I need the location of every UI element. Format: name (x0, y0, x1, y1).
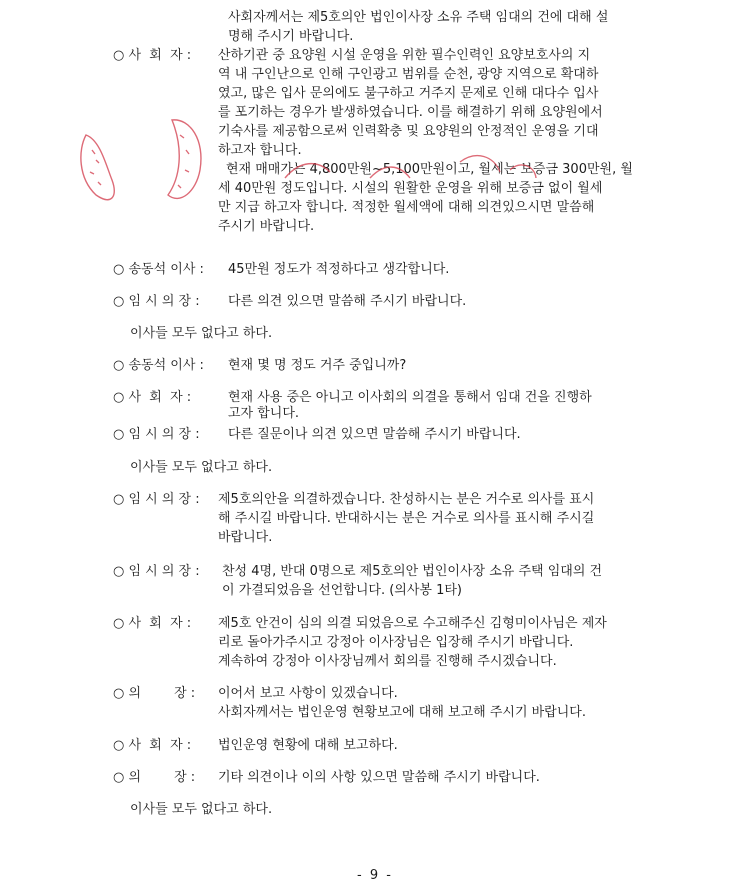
text-line: 현재 매매가는 4,800만원~5,100만원이고, 월세는 보증금 300만원, 월 (226, 162, 633, 177)
speaker-label: ○ 의 장 : (113, 686, 196, 701)
note-text: 이사들 모두 없다고 하다. (130, 802, 273, 817)
speaker-label: ○ 사 회 자 : (113, 48, 192, 63)
text-line: 산하기관 중 요양원 시설 운영을 위한 필수인력인 요양보호사의 지 (218, 48, 591, 63)
text-line: 다른 의견 있으면 말씀해 주시기 바랍니다. (228, 294, 467, 309)
speech-text (228, 356, 648, 375)
paragraph-text (228, 8, 648, 46)
note-text: 이사들 모두 없다고 하다. (130, 460, 273, 475)
text-line: 기타 의견이나 이의 사항 있으면 말씀해 주시기 바랍니다. (218, 770, 540, 785)
speech-text (218, 46, 638, 236)
text-line: 이 가결되었음을 선언합니다. (의사봉 1타) (222, 583, 463, 598)
speech-text (222, 562, 642, 600)
speech-text (218, 768, 638, 787)
text-line: 기숙사를 제공함으로써 인력확충 및 요양원의 안정적인 운영을 기대 (218, 124, 599, 139)
note-text: 이사들 모두 없다고 하다. (130, 326, 273, 341)
text-line: 현재 몇 명 정도 거주 중입니까? (228, 358, 407, 373)
speaker-label: ○ 송동석 이사 : (113, 358, 204, 373)
speaker-label: ○ 임 시 의 장 : (113, 427, 200, 442)
text-line: 찬성 4명, 반대 0명으로 제5호의안 법인이사장 소유 주택 임대의 건 (222, 564, 603, 579)
text-line: 현재 사용 중은 아니고 이사회의 의결을 통해서 임대 건을 진행하 (228, 390, 592, 405)
text-line: 를 포기하는 경우가 발생하였습니다. 이를 해결하기 위해 요양원에서 (218, 105, 603, 120)
text-line: 사회자께서는 법인운영 현황보고에 대해 보고해 주시기 바랍니다. (218, 705, 586, 720)
speaker-label: ○ 사 회 자 : (113, 616, 192, 631)
text-line: 제5호 안건이 심의 의결 되었음으로 수고해주신 김형미이사님은 제자 (218, 616, 607, 631)
text-line: 하고자 합니다. (218, 143, 302, 158)
text-line: 계속하여 강정아 이사장님께서 회의를 진행해 주시겠습니다. (218, 654, 557, 669)
speaker-label: ○ 의 장 : (113, 770, 196, 785)
speech-text (228, 388, 634, 423)
text-line: 해 주시길 바랍니다. 반대하시는 분은 거수로 의사를 표시해 주시길 (218, 511, 595, 526)
text-line: 리로 돌아가주시고 강정아 이사장님은 입장해 주시기 바랍니다. (218, 635, 574, 650)
speaker-label: ○ 사 회 자 : (113, 738, 192, 753)
text-line: 이어서 보고 사항이 있겠습니다. (218, 686, 398, 701)
page-number: - 9 - (357, 868, 393, 883)
text-line: 였고, 많은 입사 문의에도 불구하고 거주지 문제로 인해 대다수 입사 (218, 86, 599, 101)
text-line: 법인운영 현황에 대해 보고하다. (218, 738, 398, 753)
speech-text (218, 736, 638, 755)
text-line: 45만원 정도가 적정하다고 생각합니다. (228, 262, 450, 277)
speaker-label: ○ 임 시 의 장 : (113, 564, 200, 579)
text-line: 세 40만원 정도입니다. 시설의 원활한 운영을 위해 보증금 없이 월세 (218, 181, 603, 196)
speaker-label: ○ 임 시 의 장 : (113, 492, 200, 507)
text-line: 역 내 구인난으로 인해 구인광고 범위를 순천, 광양 지역으로 확대하 (218, 67, 599, 82)
speech-text (228, 425, 648, 444)
speaker-label: ○ 임 시 의 장 : (113, 294, 200, 309)
speech-text (228, 292, 648, 311)
text-line: 고자 합니다. (228, 406, 300, 421)
text-line: 명해 주시기 바랍니다. (228, 29, 354, 44)
speaker-label: ○ 사 회 자 : (113, 390, 192, 405)
text-line: 사회자께서는 제5호의안 법인이사장 소유 주택 임대의 건에 대해 설 (228, 10, 609, 25)
text-line: 다른 질문이나 의견 있으면 말씀해 주시기 바랍니다. (228, 427, 521, 442)
text-line: 주시기 바랍니다. (218, 219, 315, 234)
text-line: 바랍니다. (218, 530, 273, 545)
text-line: 만 지급 하고자 합니다. 적정한 월세액에 대해 의견있으시면 말씀해 (218, 200, 595, 215)
speaker-label: ○ 송동석 이사 : (113, 262, 204, 277)
speech-text (228, 260, 648, 279)
speech-text (218, 614, 638, 671)
text-line: 제5호의안을 의결하겠습니다. 찬성하시는 분은 거수로 의사를 표시 (218, 492, 595, 507)
speech-text (218, 684, 638, 722)
speech-text (218, 490, 638, 547)
